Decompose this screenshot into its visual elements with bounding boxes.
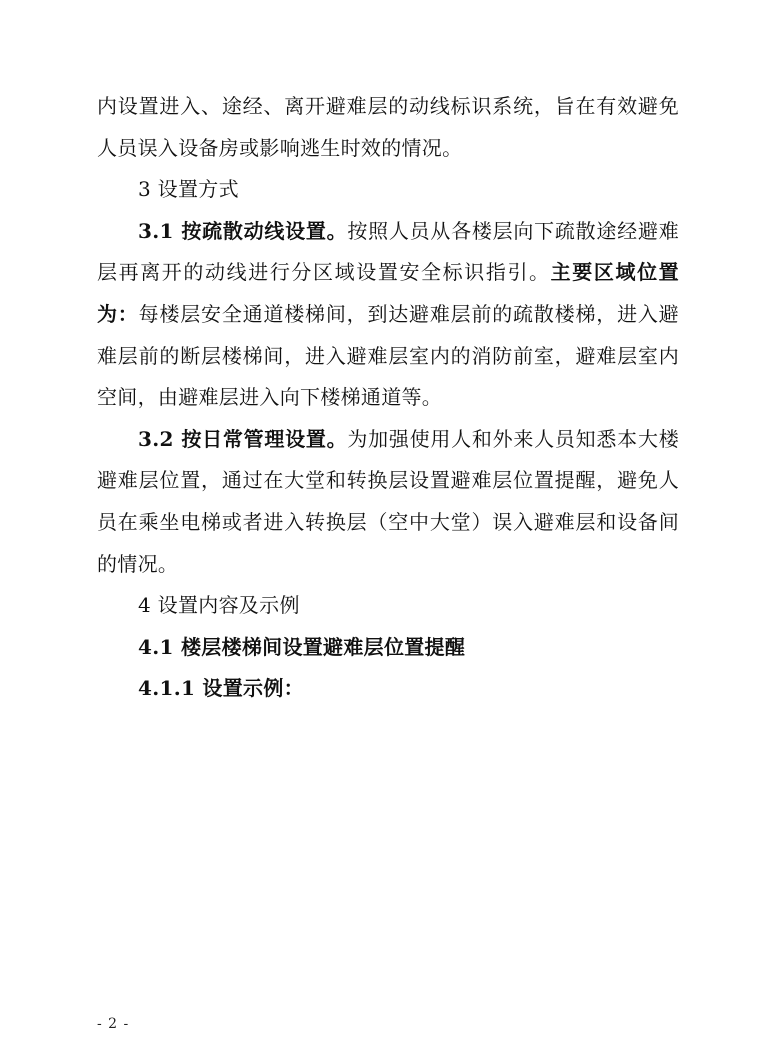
paragraph-3-2-text: 为加强使用人和外来人员知悉本大楼避难层位置，通过在大堂和转换层设置避难层位置提醒，避免人员在乘坐电梯或者进入转换层（空中大堂）误入避难层和设备间的情况。 [97,426,679,576]
paragraph-3-1-text-c: 每楼层安全通道楼梯间，到达避难层前的疏散楼梯，进入避难层前的断层楼梯间，进入避难层室内的消防前室，避难层室内空间，由避难层进入向下楼梯通道等。 [97,301,679,410]
paragraph-3-1 [97,211,679,419]
paragraph-3-2 [97,419,679,585]
heading-section-4-1-1: 4.1.1 设置示例： [138,676,304,701]
heading-section-3: 3 设置方式 [138,177,239,202]
heading-section-4-1: 4.1 楼层楼梯间设置避难层位置提醒 [138,634,466,659]
page-number: - 2 - [97,1016,130,1032]
paragraph-3-2-lead: 3.2 按日常管理设置。 [138,426,348,451]
document-body [97,86,679,710]
heading-section-4: 4 设置内容及示例 [138,593,300,618]
paragraph-3-1-lead: 3.1 按疏散动线设置。 [138,218,348,243]
paragraph-3-1-text-a: 按照人员从各楼层向下疏散途经避难层再离开的动线进行分区域设置安全标识指引。 [97,218,679,285]
paragraph-intro: 内设置进入、途经、离开避难层的动线标识系统，旨在有效避免人员误入设备房或影响逃生时效的情况。 [97,94,679,160]
paragraph-3-1-bold-b: 主要区域位置为： [97,260,679,326]
